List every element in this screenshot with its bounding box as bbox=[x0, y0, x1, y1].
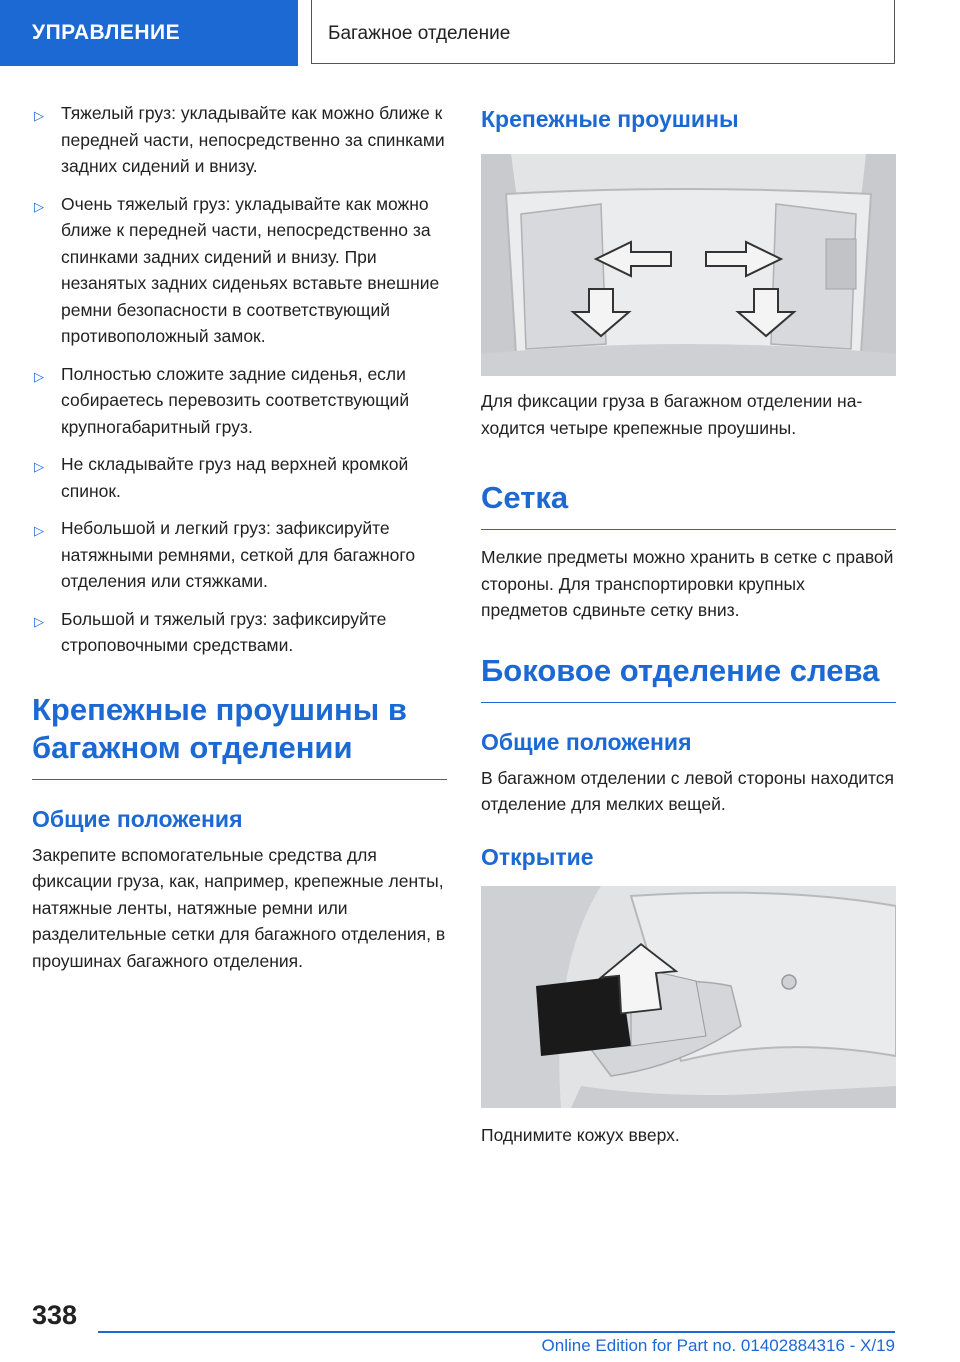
chapter-title: Багажное отделение bbox=[311, 0, 895, 64]
side-compartment-illustration bbox=[481, 886, 896, 1108]
triangle-bullet-icon: ▷ bbox=[34, 368, 44, 384]
footer-divider bbox=[98, 1331, 895, 1333]
side-general-subheading: Общие положения bbox=[481, 728, 692, 755]
list-item: ▷ Небольшой и легкий груз: зафиксируйте натяжными ремнями, сеткой для багажного отделения или стяжками. bbox=[34, 518, 416, 591]
list-item: ▷ Полностью сложите задние сиденья, если собираетесь перевозить соответствующий крупногабаритный груз. bbox=[34, 363, 410, 437]
side-compartment-heading: Боковое отделение слева bbox=[481, 652, 896, 703]
page-number: 338 bbox=[32, 1300, 78, 1330]
triangle-bullet-icon: ▷ bbox=[34, 613, 44, 629]
list-item: ▷ Тяжелый груз: укладывайте как можно ближе к передней части, непосредственно за спинками задних сидений и внизу. bbox=[34, 103, 445, 176]
section-tab: УПРАВЛЕНИЕ bbox=[0, 0, 298, 66]
side-compartment-figure bbox=[481, 886, 896, 1108]
loading-tips-list bbox=[32, 100, 447, 659]
triangle-bullet-icon: ▷ bbox=[34, 108, 44, 123]
net-heading: Сетка bbox=[481, 479, 896, 530]
net-text: Мелкие предметы можно хранить в сетке с правой стороны. Для транспортировки крупных предметов сдвиньте сетку вниз. bbox=[481, 547, 894, 620]
triangle-bullet-icon: ▷ bbox=[34, 523, 44, 538]
eyelets-section-heading: Крепежные проушины в багажном отделении bbox=[32, 691, 447, 780]
side-general-text: В багажном отделении с левой стороны находится отделение для мелких вещей. bbox=[481, 767, 895, 814]
opening-subheading: Открытие bbox=[481, 843, 594, 870]
left-column bbox=[32, 100, 447, 974]
trunk-eyelets-illustration bbox=[481, 154, 896, 376]
eyelets-subheading: Крепежные проушины bbox=[481, 106, 739, 132]
page-header bbox=[0, 0, 960, 66]
list-item: ▷ Большой и тяжелый груз: зафиксируйте строповочными средствами. bbox=[34, 608, 387, 655]
triangle-bullet-icon: ▷ bbox=[34, 198, 44, 214]
list-item: ▷ Не складывайте груз над верхней кромкой спинок. bbox=[34, 454, 409, 501]
trunk-eyelets-figure bbox=[481, 154, 896, 376]
right-column bbox=[481, 100, 896, 1148]
opening-text: Поднимите кожух вверх. bbox=[481, 1124, 680, 1145]
general-subheading: Общие положения bbox=[32, 805, 243, 832]
edition-info: Online Edition for Part no. 01402884316 - X/19 bbox=[541, 1336, 895, 1355]
triangle-bullet-icon: ▷ bbox=[34, 459, 44, 474]
list-item: ▷ Очень тяжелый груз: укладывайте как можно ближе к передней части, непосредственно за спинками задних сидений и внизу. При незанятых задних сиденьях вставьте внешние ремни безопасности в соответствующий противоположный замок. bbox=[34, 193, 440, 346]
eyelets-text: Для фиксации груза в багажном отделении находится четыре крепежные проушины. bbox=[481, 391, 863, 438]
eyelets-paragraph: Закрепите вспомогательные средства для фиксации груза, как, например, крепежные ленты, натяжные ленты, натяжные ремни или разделительные сетки для багажного отделения, в проушинах багажного отделения. bbox=[32, 844, 446, 971]
